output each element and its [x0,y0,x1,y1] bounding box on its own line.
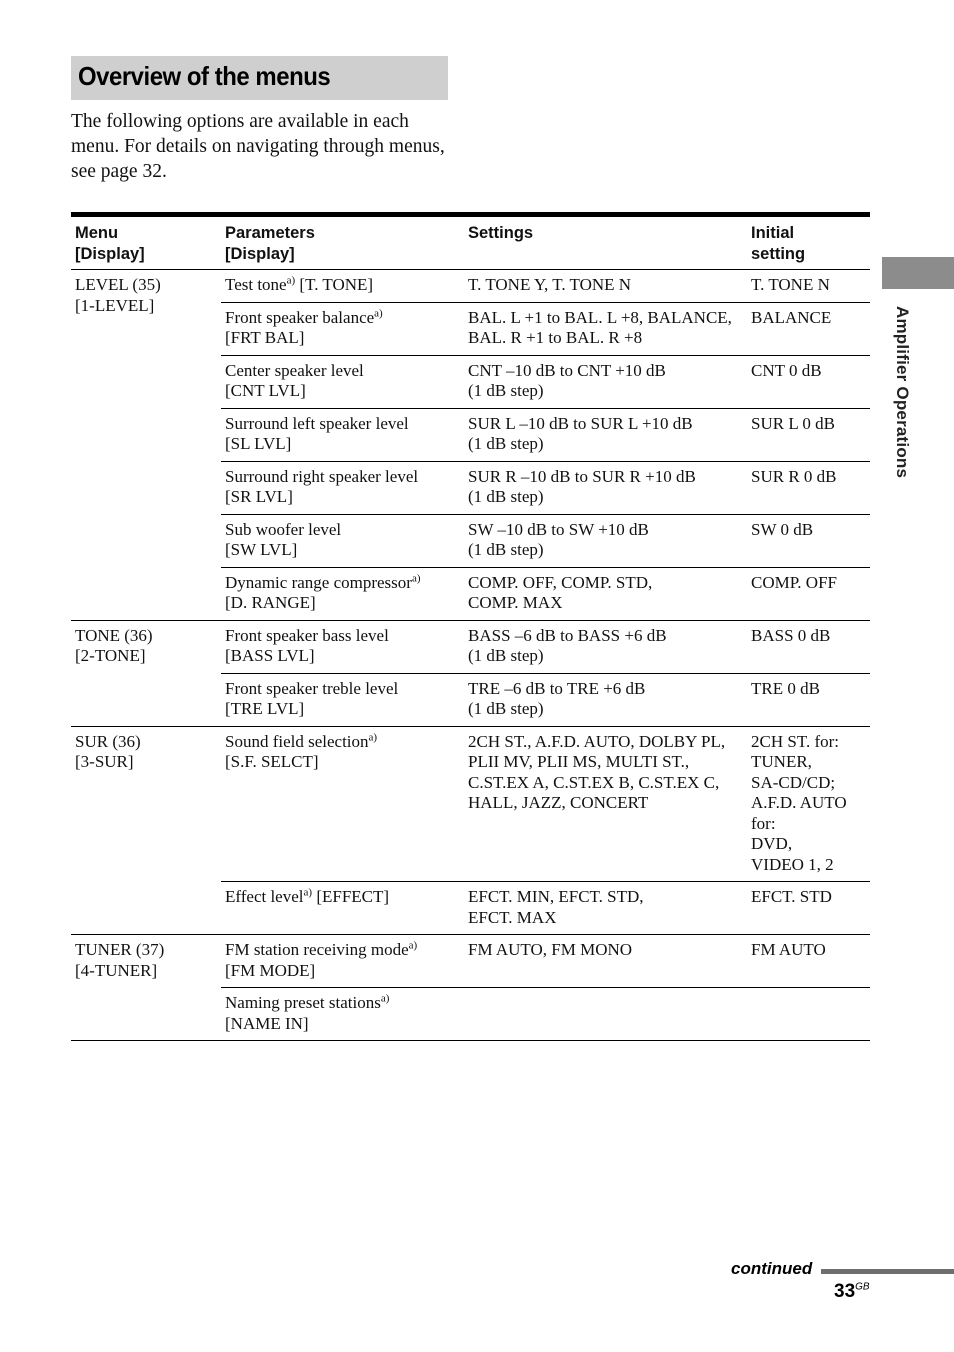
settings-line: SUR L –10 dB to SUR L +10 dB [468,413,693,433]
footnote-mark: a) [380,992,390,1005]
parameter-cell [221,514,464,567]
parameter-name: Dynamic range compressor [225,572,412,592]
parameter-name: Effect level [225,887,304,906]
parameter-cell [221,302,464,355]
settings-line: (1 dB step) [468,540,544,559]
settings-line: TRE –6 dB to TRE +6 dB [468,678,646,698]
menu-name: TUNER (37) [75,940,165,959]
settings-cell [464,302,747,355]
menu-display: [1-LEVEL] [75,295,155,315]
table-row [71,620,870,673]
table-header-row [71,215,870,270]
parameter-name: Center speaker level [225,360,364,380]
table-row [71,726,870,882]
settings-line: (1 dB step) [468,434,544,453]
parameter-name: Naming preset stations [225,993,381,1012]
initial-setting-line: TRE 0 dB [751,678,820,698]
settings-line: (1 dB step) [468,646,544,665]
settings-cell [464,567,747,620]
menu-display: [2-TONE] [75,646,146,665]
intro-paragraph: The following options are available in each menu. For details on navigating through menus, see page 32. [71,111,445,182]
settings-line: (1 dB step) [468,699,544,718]
settings-cell [464,673,747,726]
initial-setting-line: DVD, [751,834,793,853]
settings-cell [464,726,747,882]
parameter-name: Sound field selection [225,731,369,751]
initial-setting-line: A.F.D. AUTO [751,793,847,812]
parameter-display: [CNT LVL] [225,381,306,400]
page-number-suffix: GB [855,1281,870,1293]
settings-line: HALL, JAZZ, CONCERT [468,793,649,812]
initial-setting-cell [747,514,870,567]
settings-line: (1 dB step) [468,487,544,506]
initial-setting-cell [747,408,870,461]
menu-name: TONE (36) [75,625,153,645]
side-tab-label: Amplifier Operations [893,306,912,479]
parameter-display: [SL LVL] [225,434,292,453]
menu-overview-table [71,212,870,1041]
initial-setting-line: CNT 0 dB [751,360,822,380]
initial-setting-cell [747,935,870,988]
settings-cell [464,270,747,303]
header-initial-setting [747,215,870,270]
initial-setting-line: SW 0 dB [751,519,814,539]
parameter-name: Surround right speaker level [225,466,419,486]
settings-line: CNT –10 dB to CNT +10 dB [468,360,666,380]
footnote-mark: a) [303,886,313,899]
settings-line: BAL. L +1 to BAL. L +8, BALANCE, [468,307,732,327]
initial-setting-cell [747,302,870,355]
parameter-cell [221,620,464,673]
header-menu [71,215,221,270]
initial-setting-line: T. TONE N [751,275,830,294]
parameter-cell [221,673,464,726]
settings-line: SW –10 dB to SW +10 dB [468,519,649,539]
parameter-display: [FRT BAL] [225,328,305,347]
menu-name: SUR (36) [75,731,141,751]
parameter-name: Sub woofer level [225,519,342,539]
settings-line: PLII MV, PLII MS, MULTI ST., [468,752,690,771]
settings-line: 2CH ST., A.F.D. AUTO, DOLBY PL, [468,731,726,751]
parameter-cell [221,270,464,303]
section-title-box [71,56,448,100]
settings-cell [464,408,747,461]
settings-line: BASS –6 dB to BASS +6 dB [468,625,667,645]
parameter-display: [BASS LVL] [225,646,315,665]
menu-cell [71,726,221,935]
parameter-display-inline: [EFFECT] [312,887,390,906]
parameter-name: Surround left speaker level [225,413,409,433]
page-number-value: 33 [834,1281,856,1302]
parameter-cell [221,988,464,1041]
settings-line: BAL. R +1 to BAL. R +8 [468,328,643,347]
settings-cell [464,935,747,988]
parameter-cell [221,882,464,935]
parameter-name: Front speaker bass level [225,625,389,645]
initial-setting-line: EFCT. STD [751,887,832,906]
header-param-line2: [Display] [225,244,295,263]
section-title: Overview of the menus [78,61,331,91]
footnote-mark: a) [374,306,383,319]
settings-line: EFCT. MAX [468,907,557,927]
header-settings [464,215,747,270]
header-initial-line1: Initial [751,224,795,242]
continued-label: continued [731,1259,813,1278]
table-row [71,270,870,303]
parameter-display: [TRE LVL] [225,699,305,718]
initial-setting-line: VIDEO 1, 2 [751,854,834,874]
initial-setting-line: TUNER, [751,752,812,771]
menu-cell [71,270,221,621]
continued-bar [821,1269,954,1274]
header-menu-line2: [Display] [75,244,145,263]
initial-setting-cell [747,355,870,408]
initial-setting-line: for: [751,813,776,833]
initial-setting-cell [747,673,870,726]
initial-setting-cell [747,726,870,882]
parameter-display: [SR LVL] [225,487,293,506]
initial-setting-line: SUR L 0 dB [751,413,835,433]
settings-line: FM AUTO, FM MONO [468,940,633,959]
parameter-name: Front speaker treble level [225,678,399,698]
menu-cell [71,620,221,726]
settings-cell [464,620,747,673]
settings-line: T. TONE Y, T. TONE N [468,275,632,294]
footnote-mark: a) [368,730,378,743]
parameter-display: [SW LVL] [225,540,298,559]
initial-setting-line: BALANCE [751,307,832,327]
footnote-mark: a) [408,939,418,952]
initial-setting-line: BASS 0 dB [751,625,831,645]
initial-setting-cell [747,882,870,935]
settings-line: C.ST.EX A, C.ST.EX B, C.ST.EX C, [468,772,720,792]
settings-cell [464,355,747,408]
table-row [71,935,870,988]
settings-line: COMP. OFF, COMP. STD, [468,572,653,592]
parameter-cell [221,461,464,514]
initial-setting-cell [747,461,870,514]
initial-setting-line: COMP. OFF [751,572,837,592]
initial-setting-cell [747,620,870,673]
initial-setting-cell [747,567,870,620]
header-settings-label: Settings [468,224,534,242]
footnote-mark: a) [411,571,421,584]
header-parameters [221,215,464,270]
parameter-cell [221,408,464,461]
initial-setting-line: SA-CD/CD; [751,772,836,792]
settings-cell [464,988,747,1041]
header-menu-line1: Menu [75,224,119,242]
menu-name: LEVEL (35) [75,275,161,294]
settings-line: SUR R –10 dB to SUR R +10 dB [468,466,696,486]
parameter-name: Front speaker balance [225,307,375,327]
parameter-display-inline: [T. TONE] [295,275,374,294]
parameter-cell [221,355,464,408]
parameter-cell [221,726,464,882]
parameter-name: Test tone [225,275,287,294]
initial-setting-line: FM AUTO [751,940,826,959]
table-body [71,270,870,1041]
menu-cell [71,935,221,1041]
settings-cell [464,514,747,567]
parameter-cell [221,935,464,988]
parameter-display: [S.F. SELCT] [225,752,319,771]
parameter-name: FM station receiving mode [225,940,409,959]
parameter-display: [NAME IN] [225,1013,309,1033]
parameter-display: [D. RANGE] [225,593,316,612]
settings-line: COMP. MAX [468,593,563,612]
initial-setting-cell [747,988,870,1041]
header-param-line1: Parameters [225,224,315,242]
footnote-mark: a) [286,274,296,287]
header-initial-line2: setting [751,244,806,263]
page-number [834,1281,870,1303]
menu-display: [4-TUNER] [75,960,158,980]
parameter-display: [FM MODE] [225,960,316,980]
menu-display: [3-SUR] [75,752,134,771]
initial-setting-line: 2CH ST. for: [751,731,839,751]
settings-cell [464,461,747,514]
parameter-cell [221,567,464,620]
initial-setting-cell [747,270,870,303]
side-tab-bar [882,257,954,289]
settings-line: (1 dB step) [468,381,544,400]
settings-line: EFCT. MIN, EFCT. STD, [468,887,644,906]
settings-cell [464,882,747,935]
initial-setting-line: SUR R 0 dB [751,466,837,486]
